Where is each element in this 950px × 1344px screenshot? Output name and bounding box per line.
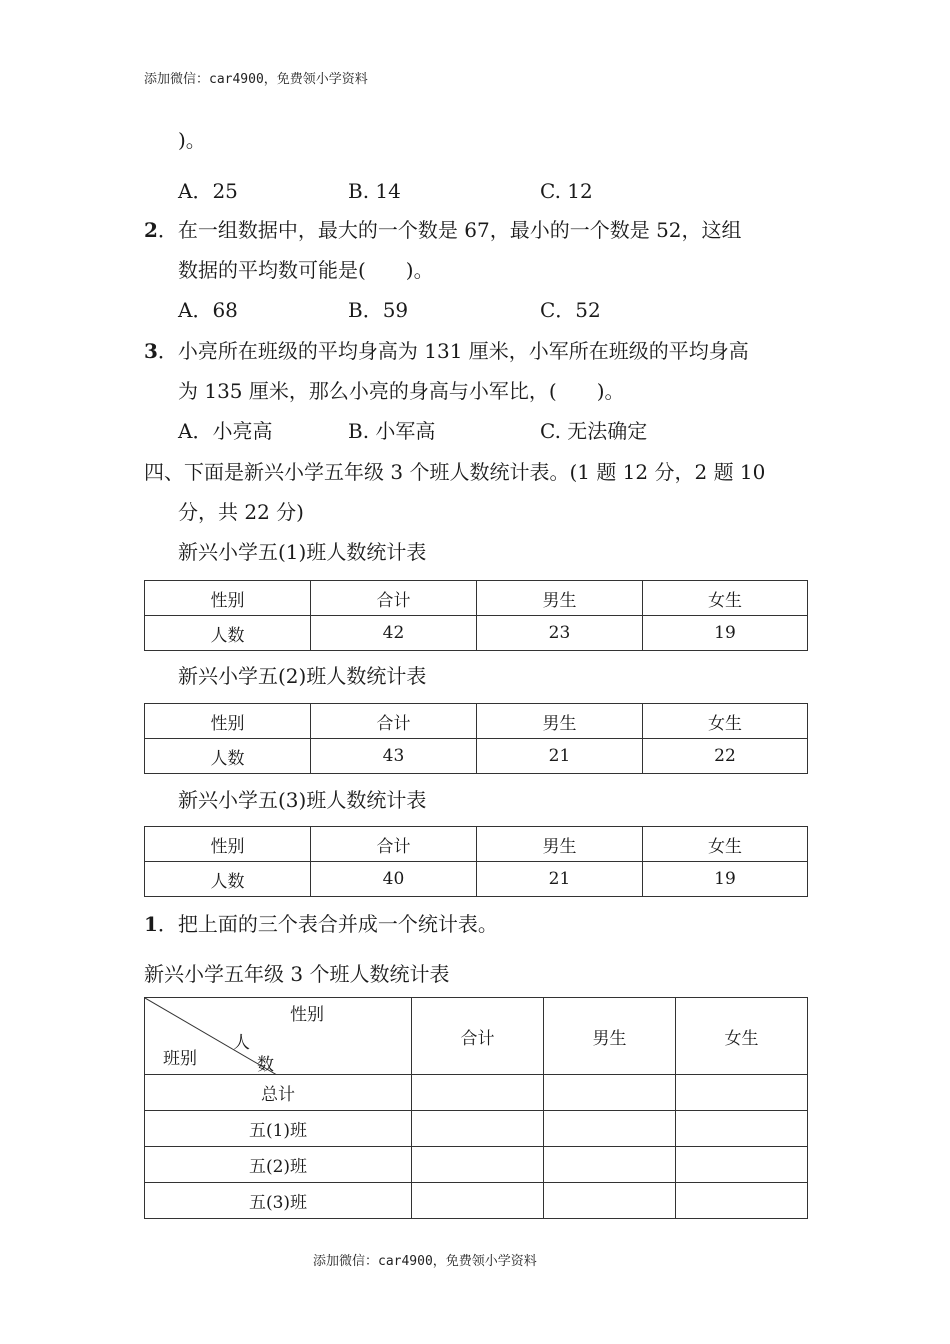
footer-note: 添加微信：car4900，免费领小学资料 <box>313 1254 537 1269</box>
q3-option-a: A．小亮高 <box>178 419 273 443</box>
table-cell: 人数 <box>145 739 311 774</box>
empty-cell[interactable] <box>676 1075 808 1111</box>
table2 <box>144 703 808 774</box>
table-header-cell: 女生 <box>676 998 808 1075</box>
q2-line2: 数据的平均数可能是( )。 <box>178 258 434 282</box>
empty-cell[interactable] <box>412 1111 544 1147</box>
row-label: 五(3)班 <box>145 1183 412 1219</box>
table-row <box>145 616 808 651</box>
row-label: 五(2)班 <box>145 1147 412 1183</box>
table-row <box>145 862 808 897</box>
diagonal-header-cell <box>145 998 412 1075</box>
table-cell: 22 <box>643 739 808 774</box>
q2-option-c: C．52 <box>540 298 601 322</box>
prev-options <box>178 177 593 205</box>
table3 <box>144 826 808 897</box>
q2-option-b: B．59 <box>348 298 409 322</box>
empty-cell[interactable] <box>412 1147 544 1183</box>
q3-option-b: B. 小军高 <box>348 419 436 443</box>
q2-text-line1: 在一组数据中，最大的一个数是 67，最小的一个数是 52，这组 <box>177 218 742 242</box>
table-cell: 人数 <box>145 616 311 651</box>
sub1-text: 把上面的三个表合并成一个统计表。 <box>177 912 498 936</box>
table-cell: 23 <box>477 616 643 651</box>
prev-question-tail: )。 <box>178 128 206 152</box>
diag-label-gender: 性别 <box>290 1005 324 1025</box>
q3-line2: 为 135 厘米，那么小亮的身高与小军比，( )。 <box>178 379 625 403</box>
table-cell: 21 <box>477 862 643 897</box>
diag-label-count-2: 数 <box>257 1055 274 1075</box>
table-cell: 43 <box>311 739 477 774</box>
q3-number: 3 <box>144 339 158 363</box>
combined-table <box>144 997 808 1219</box>
table1-title: 新兴小学五(1)班人数统计表 <box>178 540 427 564</box>
table-row <box>145 704 808 739</box>
table-header-cell: 合计 <box>412 998 544 1075</box>
row-label: 总计 <box>145 1075 412 1111</box>
table-cell: 性别 <box>145 704 311 739</box>
row-label: 五(1)班 <box>145 1111 412 1147</box>
table-cell: 女生 <box>643 704 808 739</box>
table-row <box>145 1147 808 1183</box>
header-note: 添加微信：car4900，免费领小学资料 <box>144 72 368 87</box>
empty-cell[interactable] <box>676 1147 808 1183</box>
table-cell: 性别 <box>145 827 311 862</box>
empty-cell[interactable] <box>412 1183 544 1219</box>
empty-cell[interactable] <box>676 1111 808 1147</box>
table-cell: 女生 <box>643 827 808 862</box>
empty-cell[interactable] <box>676 1183 808 1219</box>
table-cell: 男生 <box>477 581 643 616</box>
table-row <box>145 1111 808 1147</box>
q3-option-c: C. 无法确定 <box>540 419 648 443</box>
table-cell: 男生 <box>477 827 643 862</box>
table-row <box>145 827 808 862</box>
table2-title: 新兴小学五(2)班人数统计表 <box>178 664 427 688</box>
table3-title: 新兴小学五(3)班人数统计表 <box>178 788 427 812</box>
table-row <box>145 1183 808 1219</box>
diag-label-count-1: 人 <box>233 1033 250 1053</box>
combined-title: 新兴小学五年级 3 个班人数统计表 <box>144 962 450 986</box>
section4-line1: 四、下面是新兴小学五年级 3 个班人数统计表。(1 题 12 分，2 题 10 <box>144 460 766 484</box>
table-cell: 合计 <box>311 704 477 739</box>
table-cell: 男生 <box>477 704 643 739</box>
table-cell: 性别 <box>145 581 311 616</box>
table-cell: 合计 <box>311 581 477 616</box>
empty-cell[interactable] <box>544 1075 676 1111</box>
table-row <box>145 1075 808 1111</box>
table-cell: 合计 <box>311 827 477 862</box>
table-cell: 19 <box>643 616 808 651</box>
prev-option-b: B. 14 <box>348 179 401 203</box>
table-cell: 40 <box>311 862 477 897</box>
q3-text-line1: 小亮所在班级的平均身高为 131 厘米，小军所在班级的平均身高 <box>177 339 749 363</box>
sub1-number: 1 <box>144 912 158 936</box>
prev-option-c: C. 12 <box>540 179 593 203</box>
table-cell: 42 <box>311 616 477 651</box>
q2-number: 2 <box>144 218 158 242</box>
q2-options <box>178 296 601 324</box>
table1 <box>144 580 808 651</box>
q2-option-a: A．68 <box>178 298 238 322</box>
diag-label-class: 班别 <box>163 1049 197 1069</box>
prev-option-a: A．25 <box>178 179 238 203</box>
sub1-line: 1．把上面的三个表合并成一个统计表。 <box>144 912 498 936</box>
table-cell: 人数 <box>145 862 311 897</box>
q2-line1: 2．在一组数据中，最大的一个数是 67，最小的一个数是 52，这组 <box>144 218 742 242</box>
table-row <box>145 998 808 1075</box>
section4-line2: 分，共 22 分) <box>178 500 304 524</box>
table-cell: 19 <box>643 862 808 897</box>
table-row <box>145 739 808 774</box>
table-row <box>145 581 808 616</box>
table-header-cell: 男生 <box>544 998 676 1075</box>
empty-cell[interactable] <box>544 1183 676 1219</box>
empty-cell[interactable] <box>412 1075 544 1111</box>
empty-cell[interactable] <box>544 1111 676 1147</box>
table-cell: 女生 <box>643 581 808 616</box>
q3-line1: 3．小亮所在班级的平均身高为 131 厘米，小军所在班级的平均身高 <box>144 339 749 363</box>
q3-options <box>178 417 647 445</box>
empty-cell[interactable] <box>544 1147 676 1183</box>
table-cell: 21 <box>477 739 643 774</box>
